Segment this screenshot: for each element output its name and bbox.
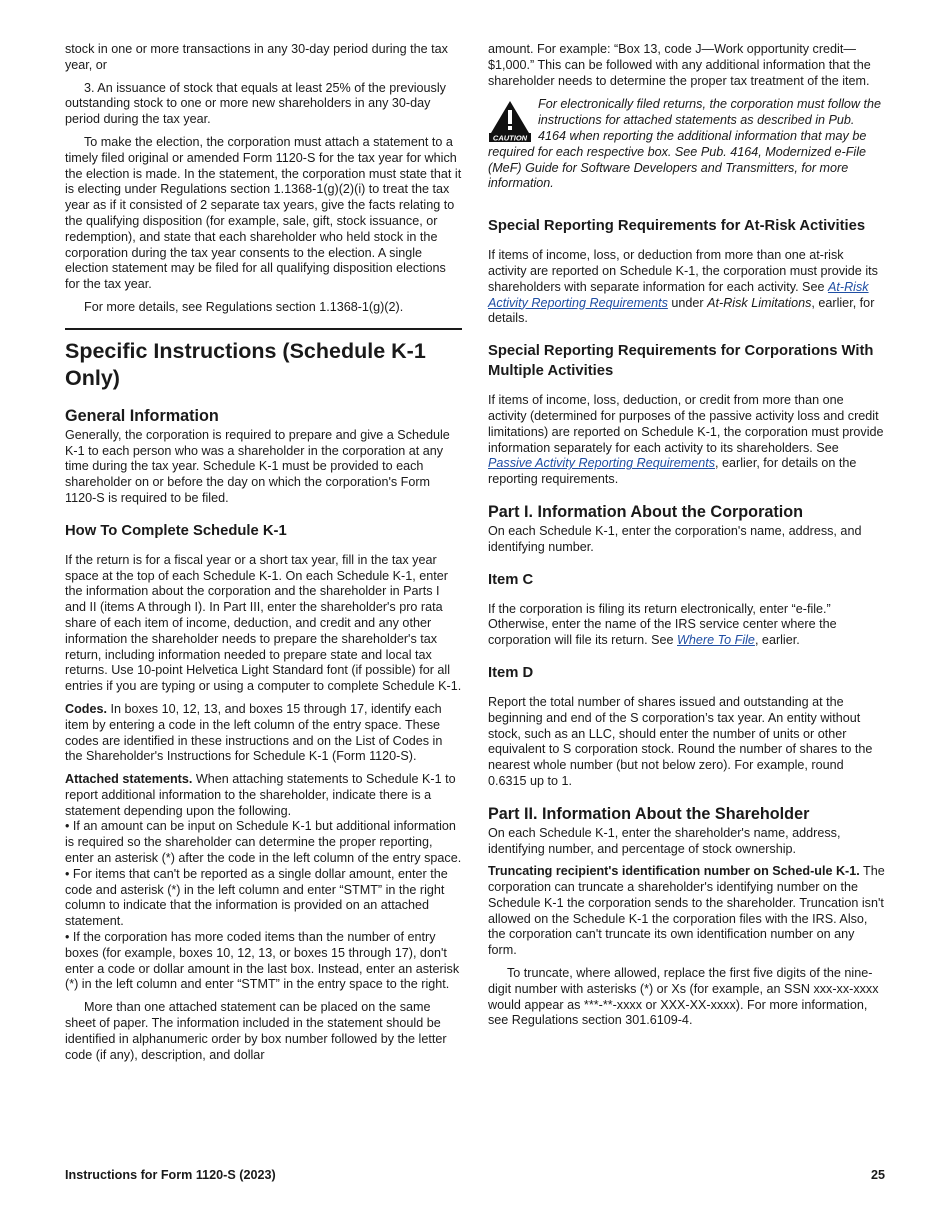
paragraph-how: If the return is for a fiscal year or a short tax year, fill in the tax year space at the top of each Schedule K-1. On each Schedule K-1, enter the information about the corporation and the shareholder in Parts I and II (items A through I). In Part III, enter the shareholder's pro rata share of each item of income, deduction, and credit and any other information the shareholder needs to prepare the shareholder's tax return, including information needed to prepare state and local tax returns. Use 10-point Helvetica Light Standard font (if possible) for all entries if you are typing or using a computer to complete Schedule K-1.	[65, 552, 462, 694]
paragraph-general: Generally, the corporation is required to prepare and give a Schedule K-1 to each person who was a shareholder in the corporation at any time during the tax year. Schedule K-1 must be provided to each shareholder on or before the day on which the corporation's Form 1120-S is required to be filed.	[65, 427, 450, 505]
heading-how-to-complete: How To Complete Schedule K-1	[65, 522, 287, 539]
at-risk-limitations-ref: At-Risk Limitations	[707, 295, 812, 310]
paragraph-attached	[65, 772, 462, 819]
page-number: 25	[870, 1168, 885, 1182]
paragraph-truncating	[488, 864, 885, 959]
codes-text: In boxes 10, 12, 13, and boxes 15 through 17, identify each item by entering a code in the left column of the entry space. These codes are identified in these instructions and on the List of Codes in the Shareholder's Instructions for Schedule K-1 (Form 1120-S).	[65, 701, 443, 764]
paragraph: stock in one or more transactions in any 30-day period during the tax year, or	[65, 42, 448, 72]
truncating-lead: Truncating recipient's identification number on Sched-ule K-1.	[488, 864, 860, 879]
paragraph-codes	[65, 702, 462, 765]
link-passive-activity-reporting[interactable]: Passive Activity Reporting Requirements	[488, 456, 716, 471]
at-risk-text: under	[667, 295, 708, 310]
paragraph-truncate-how: To truncate, where allowed, replace the first five digits of the nine-digit number with asterisks (*) or Xs (for example, an SSN xxx-xx-xxxx would appear as ***-**-xxxx or XXX-XX-xxxx). For more information, see Regulations section 301.6109-4.	[488, 966, 879, 1028]
caution-text: For electronically filed returns, the corporation must follow the instructions for attached statements as described in Pub. 4164 when reporting the additional information that may be required for each respective box. See Pub. 4164, Modernized e-File (MeF) Guide for Software Developers and Transmitters, for more information.	[488, 97, 881, 191]
left-column	[65, 42, 462, 1070]
paragraph-part-1: On each Schedule K-1, enter the corporation's name, address, and identifying number.	[488, 523, 862, 554]
right-column	[488, 42, 885, 1036]
paragraph-item-c	[488, 602, 885, 649]
attached-lead: Attached statements.	[65, 772, 193, 787]
item-c-text: , earlier.	[754, 633, 800, 648]
truncating-text: The corporation can truncate a shareholder's identifying number on the Schedule K-1 the corporation sends to the shareholder. Truncation isn't allowed on the Schedule K-1 the corporation files with the IRS. Also, the corporation can't truncate its own identification number on any form.	[488, 864, 885, 958]
heading-item-d: Item D	[488, 664, 534, 681]
footer-form-title: Instructions for Form 1120-S (2023)	[65, 1168, 276, 1182]
at-risk-text: , earlier, for details.	[488, 295, 875, 326]
paragraph-multiple	[488, 393, 885, 488]
list-item-3: 3. An issuance of stock that equals at least 25% of the previously outstanding stock to one or more new shareholders in any 30-day period during the tax year.	[65, 80, 446, 127]
at-risk-text: If items of income, loss, or deduction from more than one at-risk activity are reported on Schedule K-1, the corporation must provide its shareholders with separate information for each activity. See	[488, 248, 878, 294]
heading-item-c: Item C	[488, 571, 534, 588]
bullet-item-3: • If the corporation has more coded items than the number of entry boxes (for example, boxes 10, 12, 13, or boxes 15 through 17), don't enter a code or dollar amount in the last box. Instead, enter an asterisk (*) in the left column and enter “STMT” in the entry space to the right.	[65, 930, 460, 992]
caution-note	[488, 97, 885, 192]
section-title-specific-instructions: Specific Instructions (Schedule K-1 Only)	[65, 338, 426, 390]
paragraph-at-risk	[488, 248, 885, 327]
heading-part-2: Part II. Information About the Shareholder	[488, 804, 810, 823]
paragraph-more-details: For more details, see Regulations section 1.1368-1(g)(2).	[84, 299, 404, 314]
bullet-item-2: • For items that can't be reported as a single dollar amount, enter the code and asterisk (*) in the left column and enter “STMT” in the right column to indicate that the information is provided on an attached statement.	[65, 866, 448, 929]
paragraph-item-d: Report the total number of shares issued and outstanding at the beginning and end of the S corporation’s tax year. An entity without stock, such as an LLC, should enter the number of units or other equivalent to S corporation stock. Round the number of shares to the nearest whole number (but not below zero). For example, round 0.6315 up to 1.	[488, 694, 873, 788]
link-at-risk-activity-reporting[interactable]: At-Risk Activity Reporting Requirements	[488, 279, 869, 310]
caution-icon	[488, 99, 532, 143]
heading-multiple-activities: Special Reporting Requirements for Corporations With Multiple Activities	[488, 343, 874, 380]
link-where-to-file[interactable]: Where To File	[677, 633, 755, 648]
paragraph-more-than-one: More than one attached statement can be placed on the same sheet of paper. The information included in the statement should be identified in alphanumeric order by box number followed by the letter code (if any), description, and dollar	[65, 1000, 447, 1062]
heading-at-risk: Special Reporting Requirements for At-Risk Activities	[488, 218, 866, 235]
multiple-text: , earlier, for details on the reporting requirements.	[488, 456, 857, 487]
paragraph-part-2: On each Schedule K-1, enter the shareholder's name, address, identifying number, and percentage of stock ownership.	[488, 825, 841, 856]
codes-lead: Codes.	[65, 701, 107, 716]
attached-text: When attaching statements to Schedule K-1 to report additional information to the shareholder, indicate there is a statement depending upon the following.	[65, 772, 456, 818]
section-rule	[65, 328, 462, 330]
paragraph-election: To make the election, the corporation must attach a statement to a timely filed original or amended Form 1120-S for the tax year for which the election is made. In the statement, the corporation must state that it is electing under Regulations section 1.1368-1(g)(2)(i) to treat the tax year as if it consisted of 2 separate tax years, give the facts relating to the qualifying disposition (for example, sale, gift, stock issuance, or redemption), and state that each shareholder who held stock in the corporation during the tax year consents to the election. A single election statement may be filed for all qualifying disposition elections for the tax year.	[65, 134, 462, 292]
caution-label: CAUTION	[492, 133, 528, 143]
heading-general-information: General Information	[65, 406, 219, 425]
paragraph-amount: amount. For example: “Box 13, code J—Work opportunity credit—$1,000.” This can be followed with any additional information that the shareholder needs to determine the proper tax treatment of the item.	[488, 42, 871, 88]
item-c-text: If the corporation is filing its return electronically, enter “e-file.” Otherwise, enter the name of the IRS service center where the corporation will file its return. See	[488, 601, 837, 648]
bullet-item-1: • If an amount can be input on Schedule K-1 but additional information is required so the shareholder can determine the proper reporting, enter an asterisk (*) after the code in the left column of the entry space.	[65, 819, 462, 866]
heading-part-1: Part I. Information About the Corporation	[488, 502, 804, 521]
multiple-text: If items of income, loss, deduction, or credit from more than one activity (determined for purposes of the passive activity loss and credit limitations) are reported on Schedule K-1, the corporation must provide information separately for each activity to its shareholders. See	[488, 393, 884, 455]
